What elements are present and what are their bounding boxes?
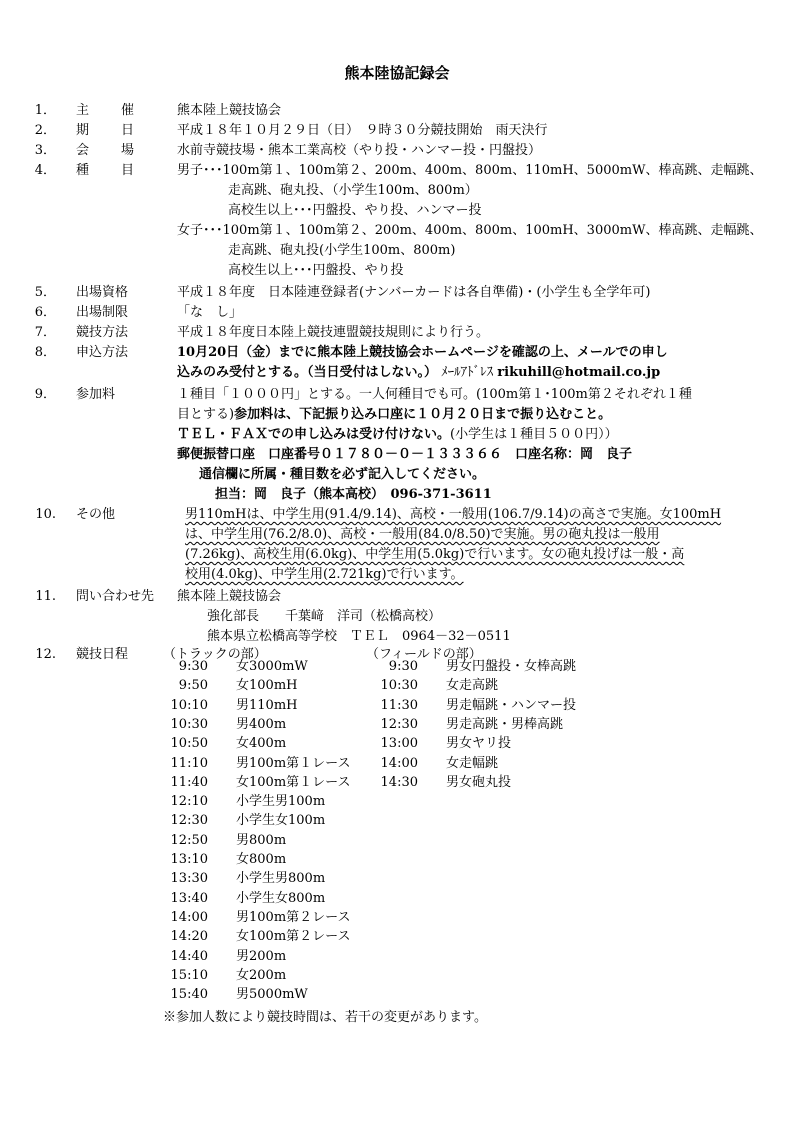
- item-value: 平成１８年度日本陸上競技連盟競技規則により行う。: [177, 325, 490, 340]
- item-value: 「な し」: [177, 305, 243, 320]
- item-label: 参加料: [76, 387, 116, 402]
- events-line: 走高跳、砲丸投、（小学生100m、800m）: [228, 183, 478, 198]
- item-eligibility: [0, 283, 794, 303]
- track-event: 男100m第２レース: [236, 910, 351, 925]
- item-fee: [0, 385, 794, 405]
- events-line: 高校生以上･･･円盤投、やり投、ハンマー投: [228, 203, 482, 218]
- other-line: (7.26kg)、高校生用(6.0kg)、中学生用(5.0kg)で行います。女の砲丸投げは一般・高: [185, 547, 685, 562]
- item-label: 競技方法: [76, 325, 129, 340]
- field-event: 男女砲丸投: [446, 775, 512, 790]
- track-time: 13:40: [170, 891, 208, 906]
- track-event: 男100m第１レース: [236, 756, 351, 771]
- document-title: 熊本陸協記録会: [344, 64, 450, 82]
- events-line: 女子･･･100m第１、100m第２、200m、400m、800m、100mH、3000mW、棒高跳、走幅跳、: [177, 223, 763, 238]
- item-events: [0, 161, 794, 181]
- events-line: 男子･･･100m第１、100m第２、200m、400m、800m、110mH、5000mW、棒高跳、走幅跳、: [177, 163, 763, 178]
- field-time: 9:30: [388, 659, 418, 674]
- item-application: [0, 343, 794, 363]
- track-time: 9:30: [178, 659, 208, 674]
- item-value: 平成１８年１０月２９日（日） ９時３０分競技開始 雨天決行: [177, 123, 548, 138]
- track-event: 小学生女800m: [236, 891, 326, 906]
- item-number: 10.: [35, 507, 56, 522]
- application-line: 10月20日（金）までに熊本陸上競技協会ホームページを確認の上、メールでの申し: [177, 345, 668, 360]
- track-time: 14:40: [170, 949, 208, 964]
- item-other: [0, 505, 794, 525]
- track-time: 10:50: [170, 736, 208, 751]
- item-label: 期 日: [76, 123, 134, 138]
- mail-label: ﾒｰﾙｱﾄﾞﾚｽ: [441, 365, 494, 380]
- item-label: 種 目: [76, 163, 134, 178]
- track-time: 14:00: [170, 910, 208, 925]
- item-label: 出場資格: [76, 285, 129, 300]
- track-time: 9:50: [178, 678, 208, 693]
- track-time: 15:10: [170, 968, 208, 983]
- inquiry-line: 強化部長 千葉﨑 洋司（松橋高校）: [207, 609, 442, 624]
- item-number: 5．: [34, 285, 56, 300]
- track-time: 12:50: [170, 833, 208, 848]
- events-line: 高校生以上･･･円盤投、やり投: [228, 263, 404, 278]
- fee-line: 目とする)参加料は、下記振り込み口座に１０月２０日まで振り込むこと。: [177, 407, 612, 422]
- fee-note: 通信欄に所属・種目数を必ず記入してください。: [199, 467, 486, 482]
- track-time: 12:30: [170, 813, 208, 828]
- item-venue: [0, 141, 794, 161]
- field-time: 12:30: [380, 717, 418, 732]
- track-time: 10:30: [170, 717, 208, 732]
- track-time: 10:10: [170, 698, 208, 713]
- other-line: 男110mHは、中学生用(91.4/9.14)、高校・一般用(106.7/9.14)の高さで実施。女100mH: [185, 507, 722, 522]
- track-event: 男400m: [236, 717, 287, 732]
- field-event: 男女円盤投・女棒高跳: [446, 659, 577, 674]
- field-header: （フィールドの部）: [366, 647, 482, 662]
- track-event: 女100mH: [236, 678, 298, 693]
- track-event: 男110mH: [236, 698, 298, 713]
- item-label: 会 場: [76, 143, 134, 158]
- item-value: 水前寺競技場・熊本工業高校（やり投・ハンマー投・円盤投）: [177, 143, 542, 158]
- inquiry-line: 熊本県立松橋高等学校 ＴＥＬ 0964－32－0511: [207, 629, 511, 644]
- item-value: 熊本陸上競技協会: [177, 103, 282, 118]
- item-label: その他: [76, 507, 116, 522]
- field-event: 男女ヤリ投: [446, 736, 512, 751]
- item-value: 平成１８年度 日本陸連登録者(ナンバーカードは各自準備)・(小学生も全学年可): [177, 285, 651, 300]
- item-number: 7．: [34, 325, 56, 340]
- field-time: 13:00: [380, 736, 418, 751]
- track-time: 11:10: [170, 756, 208, 771]
- item-number: 6．: [34, 305, 56, 320]
- track-event: 女100m第２レース: [236, 929, 351, 944]
- track-time: 11:40: [170, 775, 208, 790]
- track-event: 女3000mW: [236, 659, 308, 674]
- track-event: 小学生女100m: [236, 813, 326, 828]
- track-event: 男200m: [236, 949, 287, 964]
- postal-account: 郵便振替口座 口座番号０１７８０－０－１３３３６６ 口座名称：岡 良子: [177, 447, 633, 462]
- item-number: 12.: [35, 647, 56, 662]
- item-label: 申込方法: [76, 345, 129, 360]
- field-event: 男走高跳・男棒高跳: [446, 717, 564, 732]
- item-limit: [0, 303, 794, 323]
- track-time: 14:20: [170, 929, 208, 944]
- track-event: 小学生男800m: [236, 871, 326, 886]
- track-time: 13:30: [170, 871, 208, 886]
- track-time: 12:10: [170, 794, 208, 809]
- track-time: 15:40: [170, 987, 208, 1002]
- track-event: 女400m: [236, 736, 287, 751]
- field-time: 14:30: [380, 775, 418, 790]
- events-line: 走高跳、砲丸投(小学生100m、800m): [228, 243, 456, 258]
- track-event: 女200m: [236, 968, 287, 983]
- item-number: 3．: [34, 143, 56, 158]
- item-number: 4．: [34, 163, 56, 178]
- track-header: （トラックの部）: [163, 647, 267, 662]
- track-event: 女100m第１レース: [236, 775, 351, 790]
- item-number: 1．: [34, 103, 56, 118]
- mail-address[interactable]: rikuhill@hotmail.co.jp: [497, 365, 661, 380]
- item-organizer: [0, 101, 794, 121]
- item-number: 9．: [34, 387, 56, 402]
- item-number: 8．: [34, 345, 56, 360]
- field-time: 14:00: [380, 756, 418, 771]
- other-line: 校用(4.0kg)、中学生用(2.721kg)で行います。: [185, 567, 464, 582]
- item-label: 出場制限: [76, 305, 129, 320]
- track-event: 女800m: [236, 852, 287, 867]
- other-line: は、中学生用(76.2/8.0)、高校・一般用(84.0/8.50)で実施。男の砲丸投は一般用: [185, 527, 660, 542]
- field-event: 男走幅跳・ハンマー投: [446, 698, 577, 713]
- field-time: 10:30: [380, 678, 418, 693]
- item-label: 競技日程: [76, 647, 129, 662]
- field-event: 女走幅跳: [446, 756, 499, 771]
- fee-line: １種目「１０００円」とする。一人何種目でも可。(100m第１･100m第２それぞれ１種: [177, 387, 692, 402]
- fee-line: ＴＥＬ・ＦＡＸでの申し込みは受け付けない。(小学生は１種目５００円））: [177, 427, 618, 442]
- track-event: 男5000mW: [236, 987, 308, 1002]
- fee-contact: 担当：岡 良子（熊本高校） 096-371-3611: [215, 487, 492, 502]
- item-number: 2．: [34, 123, 56, 138]
- item-number: 11.: [35, 589, 56, 604]
- item-label: 問い合わせ先: [76, 589, 155, 604]
- schedule-note: ※参加人数により競技時間は、若干の変更があります。: [163, 1010, 487, 1025]
- item-date: [0, 121, 794, 141]
- track-event: 男800m: [236, 833, 287, 848]
- track-event: 小学生男100m: [236, 794, 326, 809]
- track-time: 13:10: [170, 852, 208, 867]
- item-rules: [0, 323, 794, 343]
- application-line-2: 込みのみ受付とする。（当日受付はしない。） ﾒｰﾙｱﾄﾞﾚｽ rikuhill@hotmail.co.jp: [177, 365, 661, 380]
- inquiry-line: 熊本陸上競技協会: [177, 589, 282, 604]
- field-event: 女走高跳: [446, 678, 499, 693]
- item-inquiry: [0, 587, 794, 607]
- item-label: 主 催: [76, 103, 134, 118]
- field-time: 11:30: [380, 698, 418, 713]
